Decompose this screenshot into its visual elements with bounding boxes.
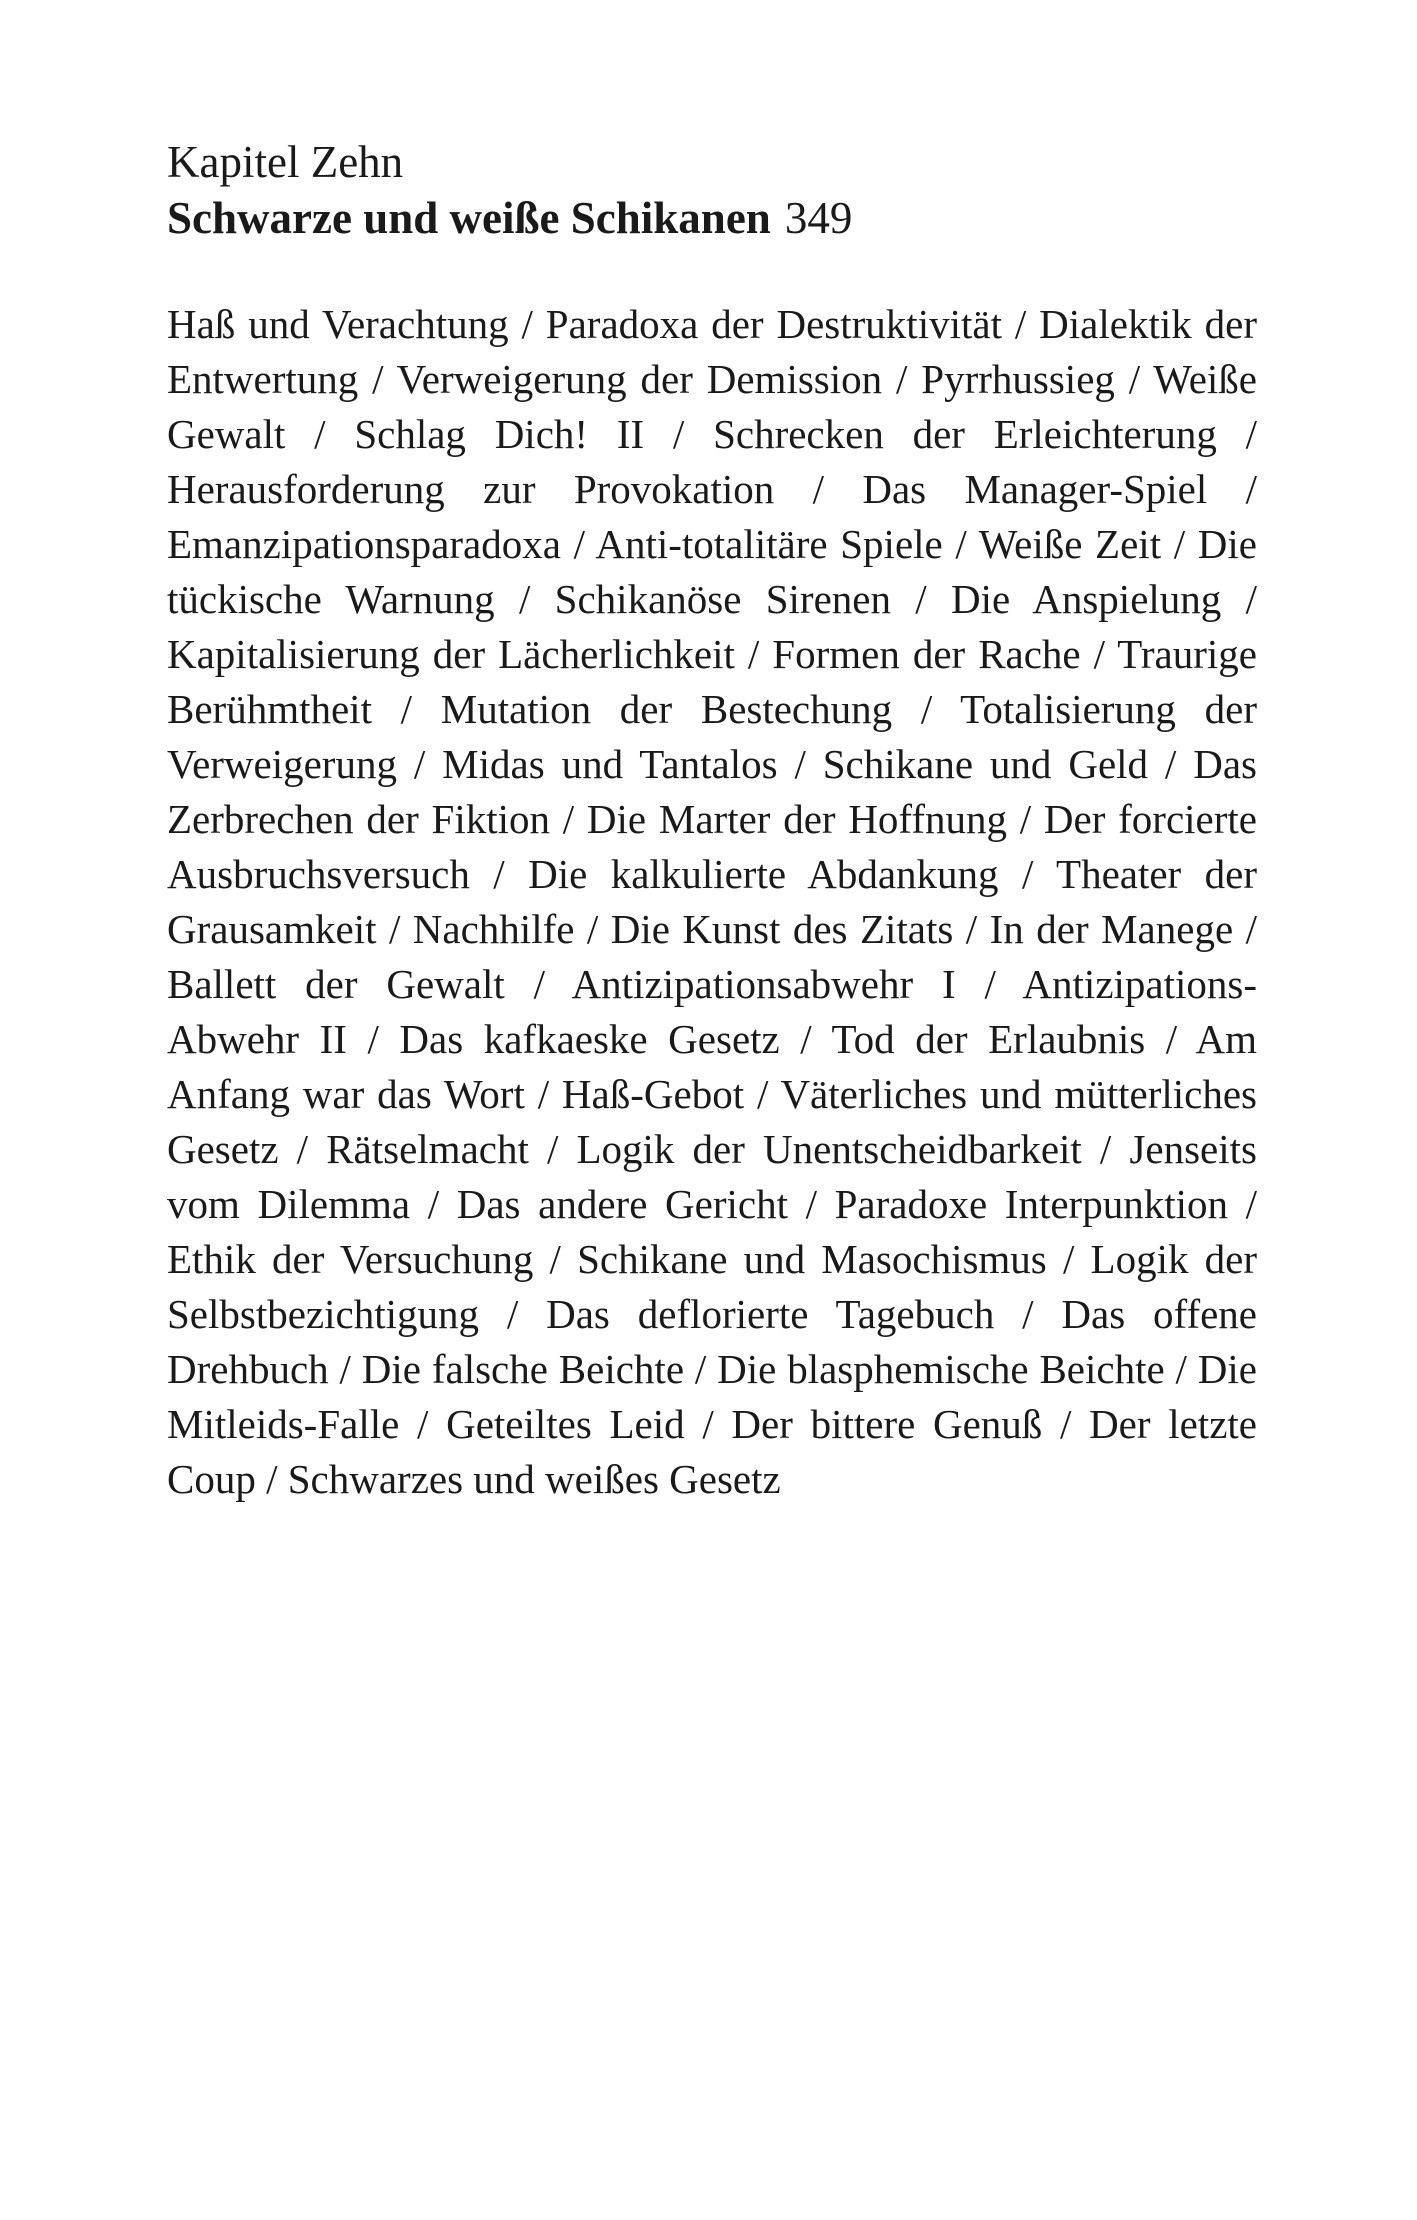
toc-page [167, 135, 1257, 1548]
chapter-title: Schwarze und weiße Schikanen [167, 193, 771, 243]
page-number: 349 [784, 193, 853, 243]
chapter-heading [167, 189, 1257, 247]
chapter-label: Kapitel Zehn [167, 137, 404, 187]
section-list: Haß und Verachtung / Paradoxa der Destruktivität / Dialektik der Entwertung / Verweigerung der Demission / Pyrrhussieg / Weiße Gewalt / Schlag Dich! II / Schrecken der Erleichterung / Herausforderung zur Provokation / Das Manager-Spiel / Emanzipationsparadoxa / Anti-totalitäre Spiele / Weiße Zeit / Die tückische Warnung / Schikanöse Sirenen / Die Anspielung / Kapitalisierung der Lächerlichkeit / Formen der Rache / Traurige Berühmtheit / Mutation der Bestechung / Totalisierung der Verweigerung / Midas und Tantalos / Schikane und Geld / Das Zerbrechen der Fiktion / Die Marter der Hoffnung / Der forcierte Ausbruchsversuch / Die kalkulierte Abdankung / Theater der Grausamkeit / Nachhilfe / Die Kunst des Zitats / In der Manege / Ballett der Gewalt / Antizipationsabwehr I / Antizipations-Abwehr II / Das kafkaeske Gesetz / Tod der Erlaubnis / Am Anfang war das Wort / Haß-Gebot / Väterliches und mütterliches Gesetz / Rätselmacht / Logik der Unentscheidbarkeit / Jenseits vom Dilemma / Das andere Gericht / Paradoxe Interpunktion / Ethik der Versuchung / Schikane und Masochismus / Logik der Selbstbezichtigung / Das deflorierte Tagebuch / Das offene Drehbuch / Die falsche Beichte / Die blasphemische Beichte / Die Mitleids-Falle / Geteiltes Leid / Der bittere Genuß / Der letzte Coup / Schwarzes und weißes Gesetz [167, 301, 1257, 1502]
